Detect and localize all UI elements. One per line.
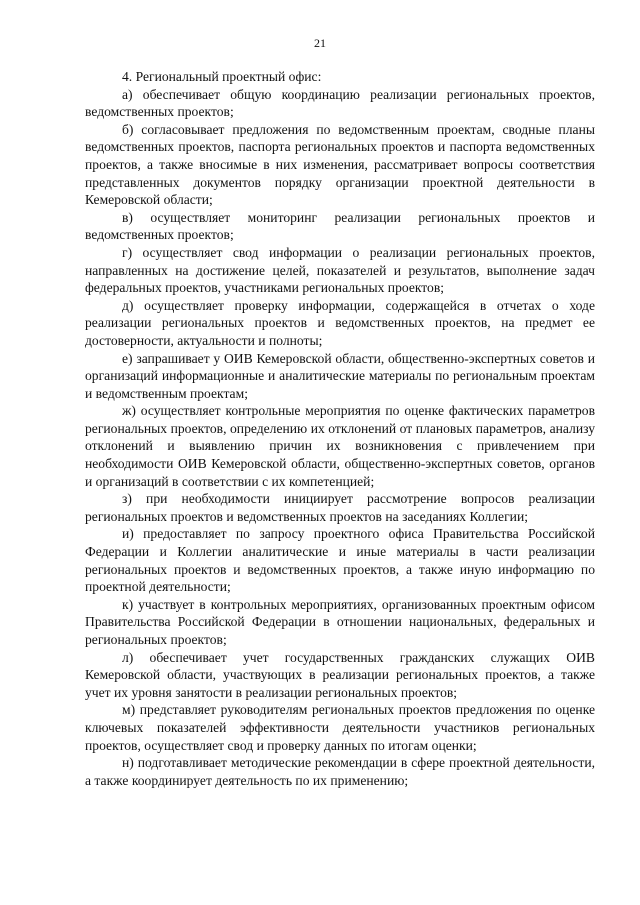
list-item: м) представляет руководителям региональных проектов предложения по оценке ключевых показателей эффективности деятельности участников региональных проектов, осуществляет свод и проверку данных по итогам оценки; <box>85 702 595 753</box>
list-item: к) участвует в контрольных мероприятиях, организованных проектным офисом Правительства Российской Федерации в отношении национальных, федеральных и региональных проектов; <box>85 596 595 647</box>
section-heading: 4. Региональный проектный офис: <box>122 69 322 84</box>
list-item: а) обеспечивает общую координацию реализации региональных проектов, ведомственных проектов; <box>85 86 595 120</box>
list-item: в) осуществляет мониторинг реализации региональных проектов и ведомственных проектов; <box>85 209 595 243</box>
list-item: д) осуществляет проверку информации, содержащейся в отчетах о ходе реализации региональных проектов и ведомственных проектов, на предмет ее достоверности, актуальности и полноты; <box>85 297 595 348</box>
page-number: 21 <box>314 36 326 50</box>
list-item: е) запрашивает у ОИВ Кемеровской области, общественно-экспертных советов и организаций информационные и аналитические материалы по региональным проектам и ведомственным проектам; <box>85 350 595 401</box>
list-item: и) предоставляет по запросу проектного офиса Правительства Российской Федерации и Коллегии аналитические и иные материалы в части реализации региональных проектов и ведомственных проектов, а также иную информацию по проектной деятельности; <box>85 526 595 595</box>
list-item: г) осуществляет свод информации о реализации региональных проектов, направленных на достижение целей, показателей и результатов, выполнение задач федеральных проектов, участниками региональных проектов; <box>85 244 595 296</box>
list-item: л) обеспечивает учет государственных гражданских служащих ОИВ Кемеровской области, участвующих в реализации региональных проектов, а также учет их уровня занятости в реализации региональных проектов; <box>85 649 595 700</box>
list-item: з) при необходимости инициирует рассмотрение вопросов реализации региональных проектов и ведомственных проектов на заседаниях Коллегии; <box>85 491 595 524</box>
list-item: н) подготавливает методические рекомендации в сфере проектной деятельности, а также координирует деятельность по их применению; <box>85 755 595 788</box>
list-item: б) согласовывает предложения по ведомственным проектам, сводные планы ведомственных проектов, паспорта региональных проектов и паспорта ведомственных проектов, а также вносимые в них изменения, рассматривает вопросы соответствия представленных документов порядку организации проектной деятельности в Кемеровской области; <box>85 121 595 208</box>
list-item: ж) осуществляет контрольные мероприятия по оценке фактических параметров региональных проектов, определению их отклонений от плановых параметров, анализу отклонений и выявлению причин их возникновения с привлечением при необходимости ОИВ Кемеровской области, общественно-экспертных советов, органов и организаций в соответствии с их компетенцией; <box>85 403 595 489</box>
document-body <box>85 68 595 789</box>
